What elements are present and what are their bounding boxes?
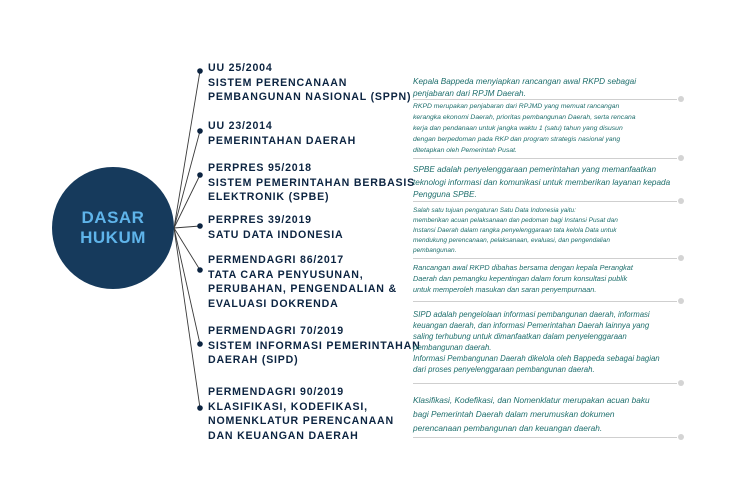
desc-line: kerja dan pendanaan untuk jangka waktu 1 (satu) tahun yang disusun xyxy=(413,125,623,132)
desc-line: Informasi Pembangunan Daerah dikelola oleh Bappeda sebagai bagian xyxy=(413,354,660,363)
law-line: SISTEM PEMERINTAHAN BERBASIS xyxy=(208,176,416,189)
separator-dot xyxy=(678,434,684,440)
desc-line: Rancangan awal RKPD dibahas bersama dengan kepala Perangkat xyxy=(413,263,633,272)
connector-dot xyxy=(197,223,203,229)
desc-line: penjabaran dari RPJM Daerah. xyxy=(413,89,526,98)
circle-label-line2: HUKUM xyxy=(80,228,146,247)
law-permendagri-86-2017 xyxy=(208,253,397,311)
connector-dot xyxy=(197,341,203,347)
desc-line: SIPD adalah pengelolaan informasi pembangunan daerah, informasi xyxy=(413,310,650,319)
desc-line: Salah satu tujuan pengaturan Satu Data Indonesia yaitu: xyxy=(413,207,576,214)
separator-dot xyxy=(678,155,684,161)
separator-line xyxy=(413,258,677,259)
connector-dot xyxy=(197,267,203,273)
desc-line: Instansi Daerah dalam rangka penyelenggaraan tata kelola Data untuk xyxy=(413,227,617,234)
desc-line: SPBE adalah penyelenggaraan pemerintahan yang memanfaatkan xyxy=(413,165,657,174)
desc-line: Pengguna SPBE. xyxy=(413,190,477,199)
law-line: PERMENDAGRI 86/2017 xyxy=(208,254,344,266)
dasar-hukum-circle xyxy=(52,167,174,289)
description-uu-23-2014 xyxy=(413,101,636,156)
law-line: DAN KEUANGAN DAERAH xyxy=(208,429,359,442)
law-perpres-39-2019 xyxy=(208,213,343,242)
separator-line xyxy=(413,301,677,302)
law-line: KLASIFIKASI, KODEFIKASI, xyxy=(208,400,368,413)
connector-line xyxy=(174,71,200,228)
separator-dot xyxy=(678,298,684,304)
desc-line: memberikan acuan pelaksanaan dan pedoman bagi Instansi Pusat dan xyxy=(413,217,618,224)
law-line: PERPRES 39/2019 xyxy=(208,214,312,226)
desc-line: pembangunan daerah. xyxy=(413,343,492,352)
law-line: PERUBAHAN, PENGENDALIAN & xyxy=(208,283,397,295)
connector-line xyxy=(174,226,200,228)
law-line: DAERAH (SIPD) xyxy=(208,354,299,366)
separator-line xyxy=(413,201,677,202)
desc-line: Daerah dan pemangku kepentingan dalam forum konsultasi publik xyxy=(413,274,628,283)
law-line: PERMENDAGRI 90/2019 xyxy=(208,386,344,398)
desc-line: pembangunan. xyxy=(413,247,457,254)
law-line: SISTEM PERENCANAAN xyxy=(208,76,348,89)
description-permendagri-90-2019 xyxy=(413,393,650,435)
law-line: PEMBANGUNAN NASIONAL (SPPN) xyxy=(208,91,412,103)
law-uu-25-2004 xyxy=(208,61,411,105)
law-permendagri-70-2019 xyxy=(208,324,421,368)
law-line: PERMENDAGRI 70/2019 xyxy=(208,325,344,337)
connector-dot xyxy=(197,68,203,74)
law-line: PERPRES 95/2018 xyxy=(208,162,312,174)
desc-line: Kepala Bappeda menyiapkan rancangan awal RKPD sebagai xyxy=(413,77,637,86)
circle-label-line1: DASAR xyxy=(81,208,145,227)
connector-line xyxy=(174,131,200,228)
connector-dot xyxy=(197,405,203,411)
law-line: SATU DATA INDONESIA xyxy=(208,228,344,241)
connector-line xyxy=(174,228,200,344)
description-perpres-95-2018 xyxy=(413,164,670,202)
law-perpres-95-2018 xyxy=(208,161,415,205)
desc-line: bagi Pemerintah Daerah dalam merumuskan dokumen xyxy=(413,409,615,419)
desc-line: keuangan daerah, dan informasi Pemerintahan Daerah lainnya yang xyxy=(413,321,650,330)
law-line: SISTEM INFORMASI PEMERINTAHAN xyxy=(208,339,421,352)
separator-line xyxy=(413,383,677,384)
law-line: UU 23/2014 xyxy=(208,120,273,132)
separator-dot xyxy=(678,198,684,204)
law-uu-23-2014 xyxy=(208,119,356,148)
separator-line xyxy=(413,99,677,100)
separator-dot xyxy=(678,96,684,102)
law-line: PEMERINTAHAN DAERAH xyxy=(208,134,357,147)
desc-line: RKPD merupakan penjabaran dari RPJMD yang memuat rancangan xyxy=(413,103,620,110)
description-uu-25-2004 xyxy=(413,76,636,100)
desc-line: teknologi informasi dan komunikasi untuk memberikan layanan kepada xyxy=(413,177,671,187)
connector-line xyxy=(174,228,200,408)
desc-line: saling terhubung untuk dimanfaatkan dalam penyelenggaraan xyxy=(413,332,627,341)
law-permendagri-90-2019 xyxy=(208,385,394,443)
connector-line xyxy=(174,175,200,228)
separator-line xyxy=(413,158,677,159)
description-perpres-39-2019 xyxy=(413,206,618,256)
description-permendagri-70-2019 xyxy=(413,309,660,375)
desc-line: untuk memperoleh masukan dan saran penyempurnaan. xyxy=(413,285,597,294)
connector-dot xyxy=(197,172,203,178)
separator-dot xyxy=(678,380,684,386)
connector-line xyxy=(174,228,200,270)
law-line: EVALUASI DOKRENDA xyxy=(208,297,339,310)
law-line: ELEKTRONIK (SPBE) xyxy=(208,191,330,203)
separator-dot xyxy=(678,255,684,261)
connector-dot xyxy=(197,128,203,134)
desc-line: Klasifikasi, Kodefikasi, dan Nomenklatur merupakan acuan baku xyxy=(413,395,650,405)
desc-line: dari proses penyelenggaraan pembangunan daerah. xyxy=(413,365,595,374)
law-line: TATA CARA PENYUSUNAN, xyxy=(208,268,364,281)
desc-line: mendukung perencanaan, pelaksanaan, evaluasi, dan pengendalian xyxy=(413,237,610,244)
desc-line: perencanaan pembangunan dan keuangan daerah. xyxy=(413,423,603,433)
law-line: NOMENKLATUR PERENCANAAN xyxy=(208,415,394,427)
description-permendagri-86-2017 xyxy=(413,262,633,295)
desc-line: kerangka ekonomi Daerah, prioritas pembangunan Daerah, serta rencana xyxy=(413,114,636,121)
separator-line xyxy=(413,437,677,438)
law-line: UU 25/2004 xyxy=(208,62,273,74)
desc-line: ditetapkan oleh Pemerintah Pusat. xyxy=(413,147,517,154)
desc-line: dengan berpedoman pada RKP dan program strategis nasional yang xyxy=(413,136,621,143)
